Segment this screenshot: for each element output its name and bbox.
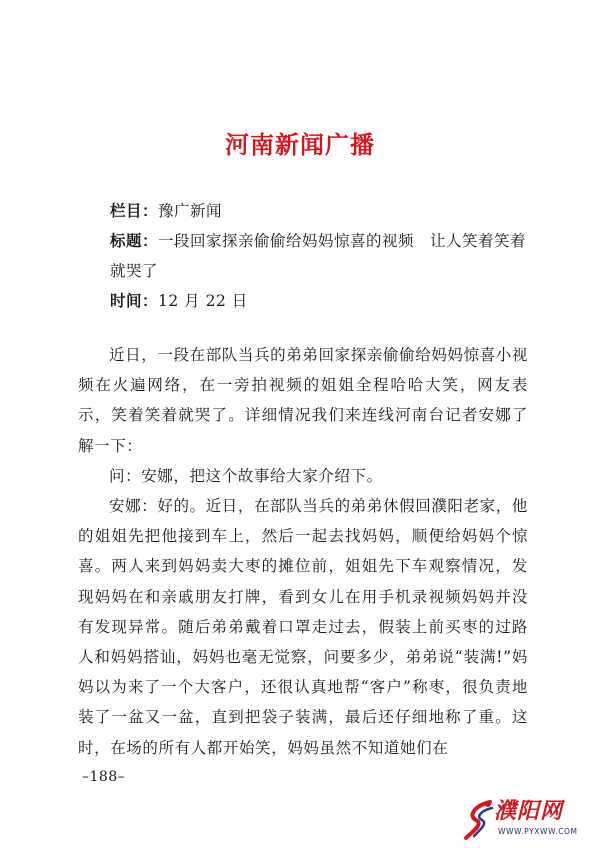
body-paragraph: 问：安娜，把这个故事给大家介绍下。 xyxy=(109,466,383,485)
meta-time-row xyxy=(110,286,530,316)
meta-column-value: 豫广新闻 xyxy=(158,202,223,220)
meta-headline-row xyxy=(110,226,530,286)
site-url: WWW.PYXWW.COM xyxy=(498,827,578,836)
meta-time-label: 时间： xyxy=(110,291,159,310)
meta-column-row xyxy=(110,196,530,226)
body-paragraph: 近日，一段在部队当兵的弟弟回家探亲偷偷给妈妈惊喜小视频在火遍网络，在一旁拍视频的姐姐全程哈哈大笑，网友表示，笑着笑着就哭了。详细情况我们来连线河南台记者安娜了解一下： xyxy=(78,346,528,455)
meta-time-value: 12 月 22 日 xyxy=(158,292,248,310)
meta-column-label: 栏目： xyxy=(110,201,159,220)
meta-headline-label: 标题： xyxy=(110,231,159,250)
meta-headline-value: 一段回家探亲偷偷给妈妈惊喜的视频 让人笑着笑着就哭了 xyxy=(110,232,527,280)
site-logo-icon xyxy=(462,798,496,842)
site-name: 濮阳网 xyxy=(494,799,564,824)
page-number: –188– xyxy=(82,769,126,785)
article-meta xyxy=(110,196,530,316)
article-body xyxy=(78,340,528,763)
site-watermark xyxy=(462,798,590,842)
page-title: 河南新闻广播 xyxy=(225,130,375,159)
body-paragraph: 安娜：好的。近日，在部队当兵的弟弟休假回濮阳老家，他的姐姐先把他接到车上，然后一起去找妈妈，顺便给妈妈个惊喜。两人来到妈妈卖大枣的摊位前，姐姐先下车观察情况，发现妈妈在和亲戚朋友打牌，看到女儿在用手机录视频妈妈并没有发现异常。随后弟弟戴着口罩走过去，假装上前买枣的过路人和妈妈搭讪，妈妈也毫无觉察，问要多少，弟弟说“装满!”妈妈以为来了一个大客户，还很认真地帮“客户”称枣，很负责地装了一盆又一盆，直到把袋子装满，最后还仔细地称了重。这时，在场的所有人都开始笑，妈妈虽然不知道她们在 xyxy=(78,497,528,757)
